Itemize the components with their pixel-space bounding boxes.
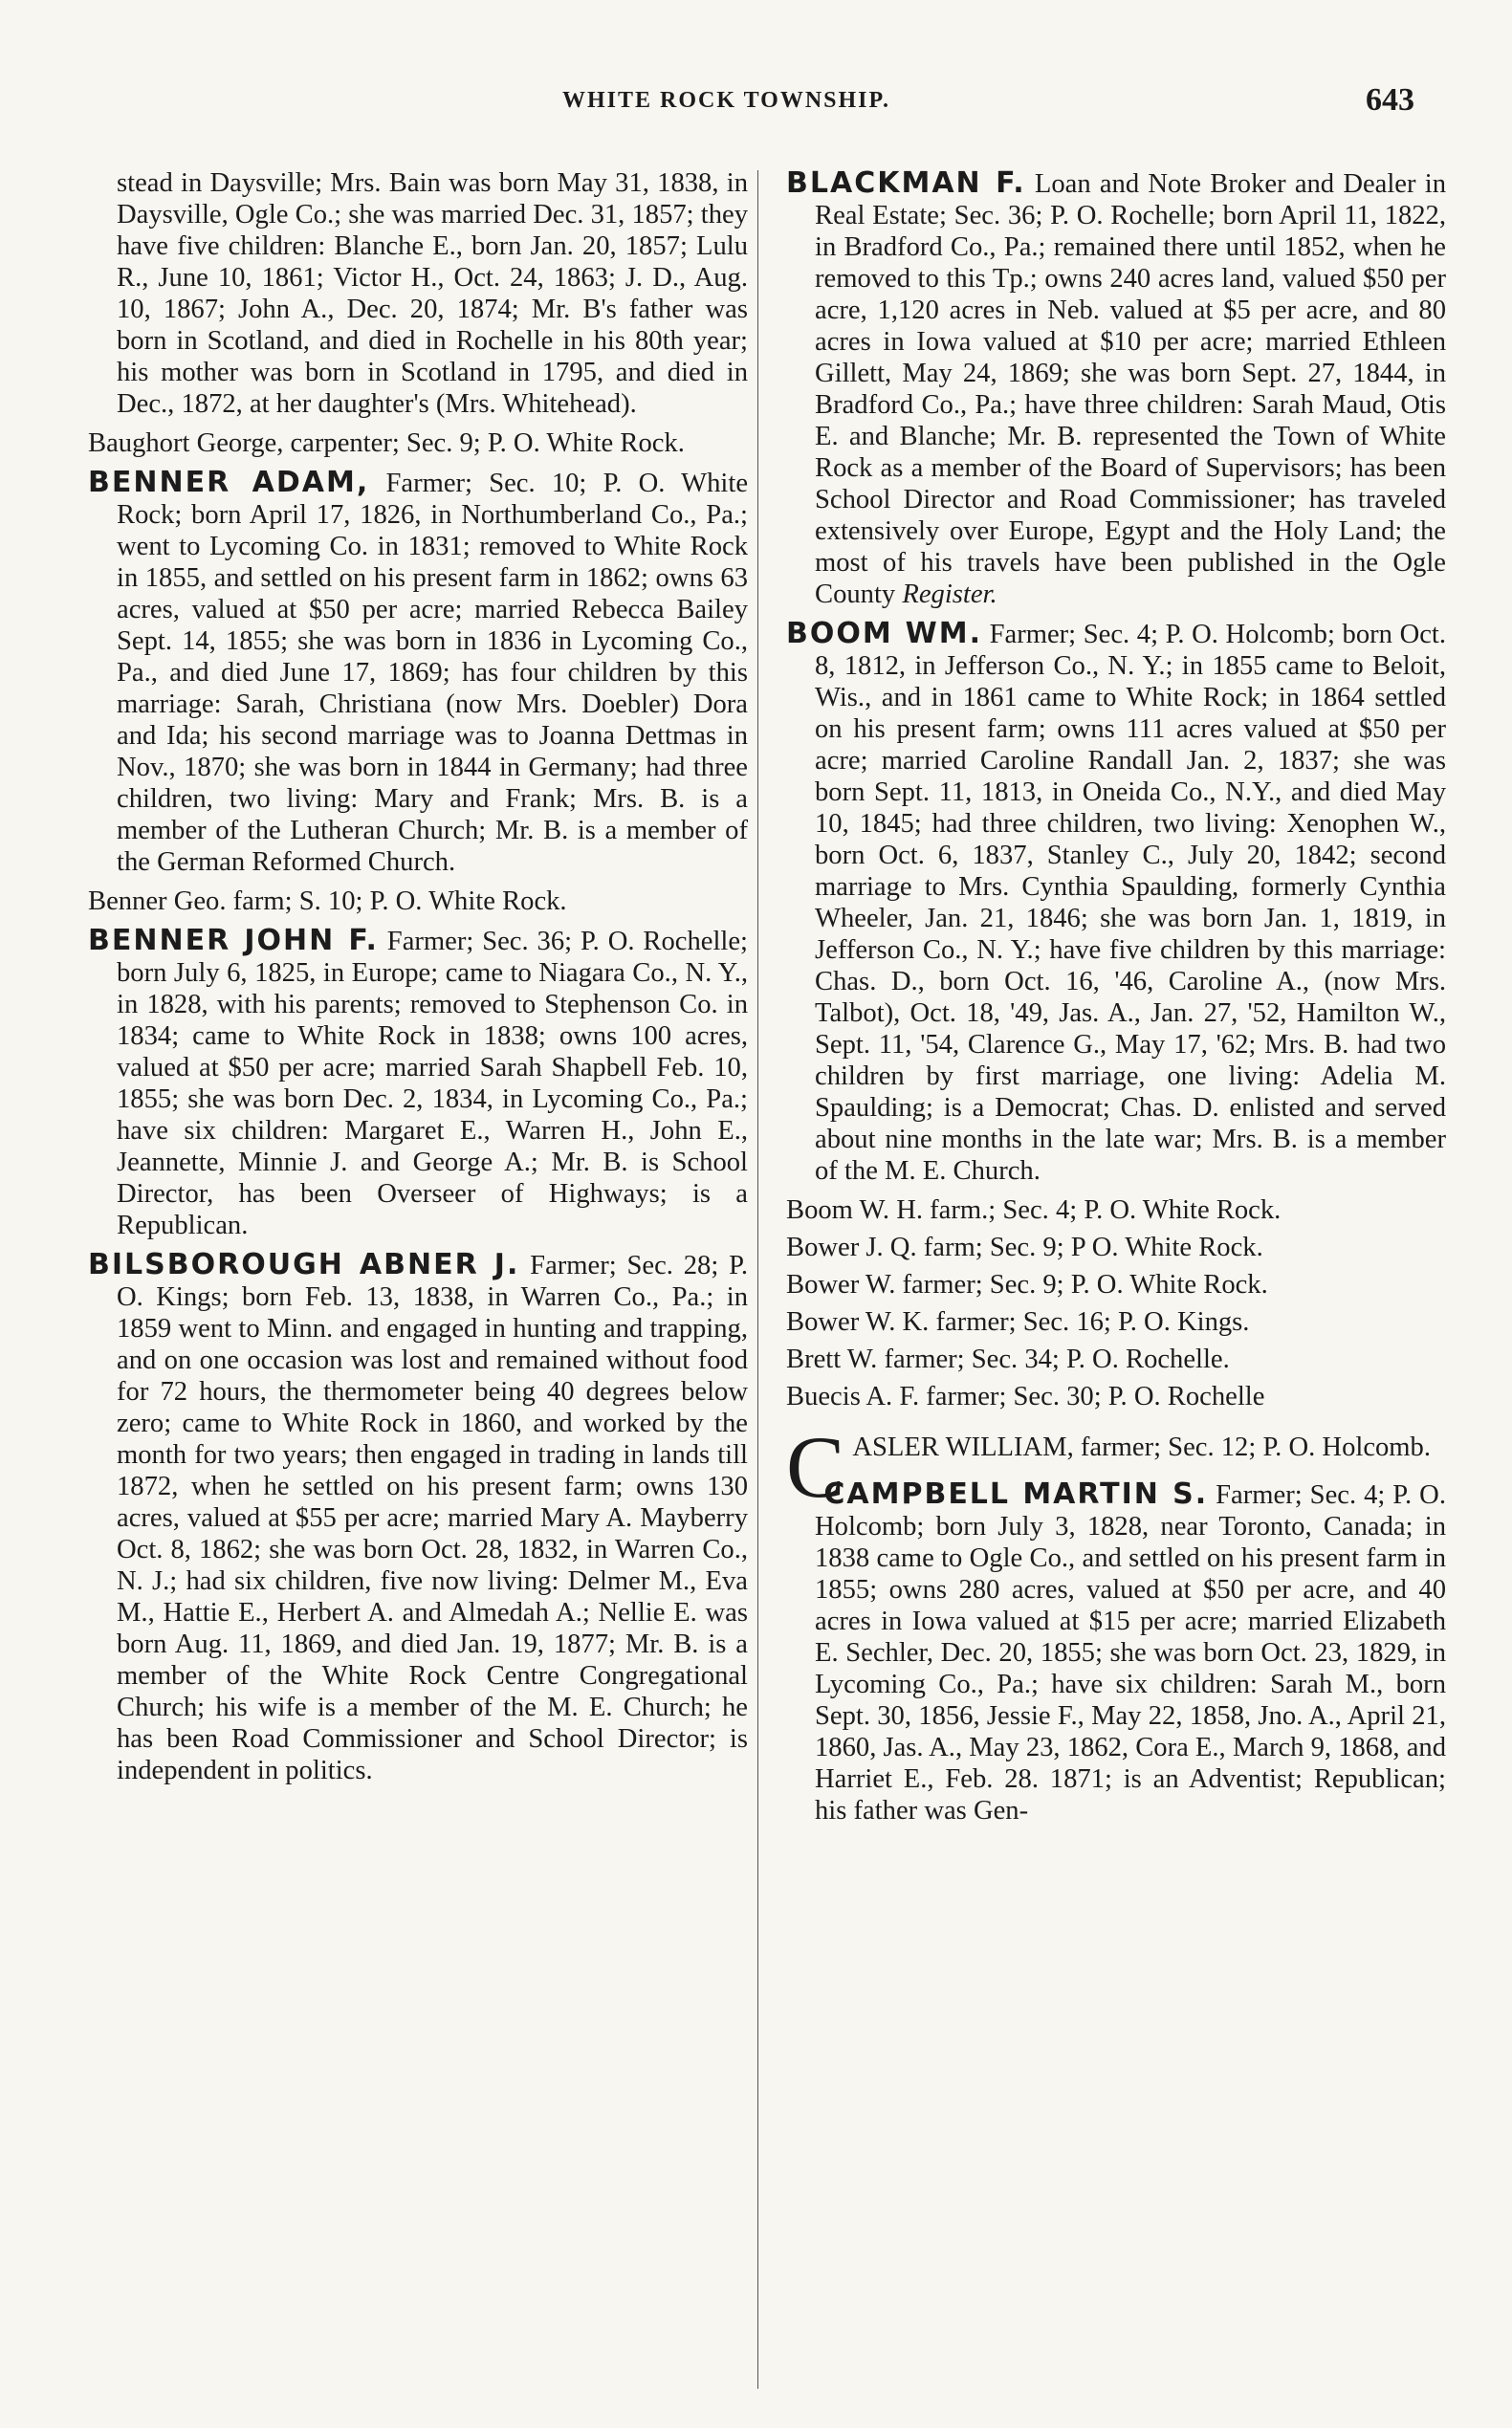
entry-casler-william: CASLER WILLIAM, farmer; Sec. 12; P. O. Holcomb. <box>786 1418 1431 1516</box>
entry-blackman-f: BLACKMAN F. Loan and Note Broker and Dealer in Real Estate; Sec. 36; P. O. Rochelle; born April 11, 1822, in Bradford Co., Pa.; remained there until 1852, when he removed to this Tp.; owns 240 acres land, valued $50 per acre, 1,120 acres in Neb. valued at $5 per acre, and 80 acres in Iowa valued at $10 per acre; married Ethleen Gillett, May 24, 1869; she was born Sept. 27, 1844, in Bradford Co., Pa.; have three children: Sarah Maud, Otis E. and Blanche; Mr. B. represented the Town of White Rock as a member of the Board of Supervisors; has been School Director and Road Commissioner; has traveled extensively over Europe, Egypt and the Holy Land; the most of his travels have been published in the Ogle County Register. <box>786 166 1446 609</box>
column-divider <box>757 170 758 2389</box>
page-number: 643 <box>1366 82 1414 118</box>
entry-baughort-george: Baughort George, carpenter; Sec. 9; P. O. White Rock. <box>88 428 685 458</box>
register-italic: Register. <box>902 580 997 609</box>
entry-boom-wh: Boom W. H. farm.; Sec. 4; P. O. White Rock. <box>786 1195 1282 1225</box>
entry-name: BENNER ADAM, <box>88 466 370 499</box>
entry-boom-wm: BOOM WM. Farmer; Sec. 4; P. O. Holcomb; born Oct. 8, 1812, in Jefferson Co., N. Y.; in 1855 came to Beloit, Wis., and in 1861 came to White Rock; in 1864 settled on his present farm; owns 111 acres valued at $50 per acre; married Caroline Randall Jan. 2, 1837; she was born Sept. 11, 1813, in Oneida Co., N.Y., and died May 10, 1845; had three children, two living: Xenophen W., born Oct. 6, 1837, Stanley C., July 20, 1842; second marriage to Mrs. Cynthia Spaulding, formerly Cynthia Wheeler, Jan. 21, 1846; she was born Jan. 1, 1819, in Jefferson Co., N. Y.; have five children by this marriage: Chas. D., born Oct. 16, '46, Caroline A., (now Mrs. Talbot), Oct. 18, '49, Jas. A., Jan. 27, '52, Hamilton W., Sept. 11, '54, Clarence G., May 17, '62; Mrs. B. had two children by first marriage, one living: Adelia M. Spaulding; is a Democrat; Chas. D. enlisted and served about nine months in the late war; Mrs. B. is a member of the M. E. Church. <box>786 617 1446 1186</box>
entry-bower-wk: Bower W. K. farmer; Sec. 16; P. O. Kings. <box>786 1307 1250 1337</box>
entry-campbell-martin: CAMPBELL MARTIN S. Farmer; Sec. 4; P. O. Holcomb; born July 3, 1828, near Toronto, Canada; in 1838 came to Ogle Co., and settled on his present farm in 1855; owns 280 acres, valued at $50 per acre, and 40 acres in Iowa valued at $15 per acre; married Elizabeth E. Sechler, Dec. 20, 1855; she was born Oct. 23, 1829, in Lycoming Co., Pa.; have six children: Sarah M., born Sept. 30, 1856, Jessie F., May 22, 1858, Jno. A., April 21, 1860, Jas. A., May 23, 1862, Cora E., March 9, 1868, and Harriet E., Feb. 28. 1871; is an Adventist; Republican; his father was Gen- <box>815 1477 1446 1826</box>
entry-benner-adam: BENNER ADAM, Farmer; Sec. 10; P. O. White Rock; born April 17, 1826, in Northumberland Co., Pa.; went to Lycoming Co. in 1831; removed to White Rock in 1855, and settled on his present farm in 1862; owns 63 acres, valued at $50 per acre; married Rebecca Bailey Sept. 14, 1855; she was born in 1836 in Lycoming Co., Pa., and died June 17, 1869; has four children by this marriage: Sarah, Christiana (now Mrs. Doebler) Dora and Ida; his second marriage was to Joanna Dettmas in Nov., 1870; she was born in 1844 in Germany; had three children, two living: Mary and Frank; Mrs. B. is a member of the Lutheran Church; Mr. B. is a member of the German Reformed Church. <box>88 466 749 877</box>
entry-name: BLACKMAN F. <box>786 166 1026 200</box>
entry-buecis-af: Buecis A. F. farmer; Sec. 30; P. O. Rochelle <box>786 1382 1265 1411</box>
entry-name: BILSBOROUGH ABNER J. <box>88 1248 520 1281</box>
entry-name: CAMPBELL MARTIN S. <box>823 1477 1209 1511</box>
entry-bain-continued: stead in Daysville; Mrs. Bain was born May 31, 1838, in Daysville, Ogle Co.; she was married Dec. 31, 1857; they have five children: Blanche E., born Jan. 20, 1857; Lulu R., June 10, 1861; Victor H., Oct. 24, 1863; J. D., Aug. 10, 1867; John A., Dec. 20, 1874; Mr. B's father was born in Scotland, and died in Rochelle in his 80th year; his mother was born in Scotland in 1795, and died in Dec., 1872, at her daughter's (Mrs. Whitehead). <box>117 168 748 419</box>
entry-name: BOOM WM. <box>786 617 982 650</box>
entry-brett-w: Brett W. farmer; Sec. 34; P. O. Rochelle. <box>786 1345 1230 1374</box>
drop-cap-letter: C <box>786 1418 845 1516</box>
running-title: WHITE ROCK TOWNSHIP. <box>562 88 890 113</box>
entry-bower-jq: Bower J. Q. farm; Sec. 9; P O. White Rock. <box>786 1233 1263 1262</box>
entry-name: BENNER JOHN F. <box>88 924 379 957</box>
entry-bower-w: Bower W. farmer; Sec. 9; P. O. White Rock. <box>786 1270 1268 1300</box>
right-column <box>786 167 1446 1834</box>
left-column <box>88 167 748 1794</box>
entry-benner-geo: Benner Geo. farm; S. 10; P. O. White Rock. <box>88 886 567 916</box>
entry-bilsborough-abner: BILSBOROUGH ABNER J. Farmer; Sec. 28; P. O. Kings; born Feb. 13, 1838, in Warren Co., Pa.; in 1859 went to Minn. and engaged in hunting and trapping, and on one occasion was lost and remained without food for 72 hours, the thermometer being 40 degrees below zero; came to White Rock in 1860, and worked by the month for two years; then engaged in trading in lands till 1872, when he settled on his present farm; owns 130 acres, valued at $55 per acre; married Mary A. Mayberry Oct. 8, 1862; she was born Oct. 28, 1832, in Warren Co., N. J.; had six children, five now living: Delmer M., Eva M., Hattie E., Herbert A. and Almedah A.; Nellie E. was born Aug. 11, 1869, and died Jan. 19, 1877; Mr. B. is a member of the White Rock Centre Congregational Church; his wife is a member of the M. E. Church; he has been Road Commissioner and School Director; is independent in politics. <box>88 1248 748 1785</box>
page-header <box>0 82 1512 126</box>
entry-benner-john: BENNER JOHN F. Farmer; Sec. 36; P. O. Rochelle; born July 6, 1825, in Europe; came to Niagara Co., N. Y., in 1828, with his parents; removed to Stephenson Co. in 1834; came to White Rock in 1838; owns 100 acres, valued at $50 per acre; married Sarah Shapbell Feb. 10, 1855; she was born Dec. 2, 1834, in Lycoming Co., Pa.; have six children: Margaret E., Warren H., John E., Jeannette, Minnie J. and George A.; Mr. B. is School Director, has been Overseer of Highways; is a Republican. <box>88 924 748 1240</box>
